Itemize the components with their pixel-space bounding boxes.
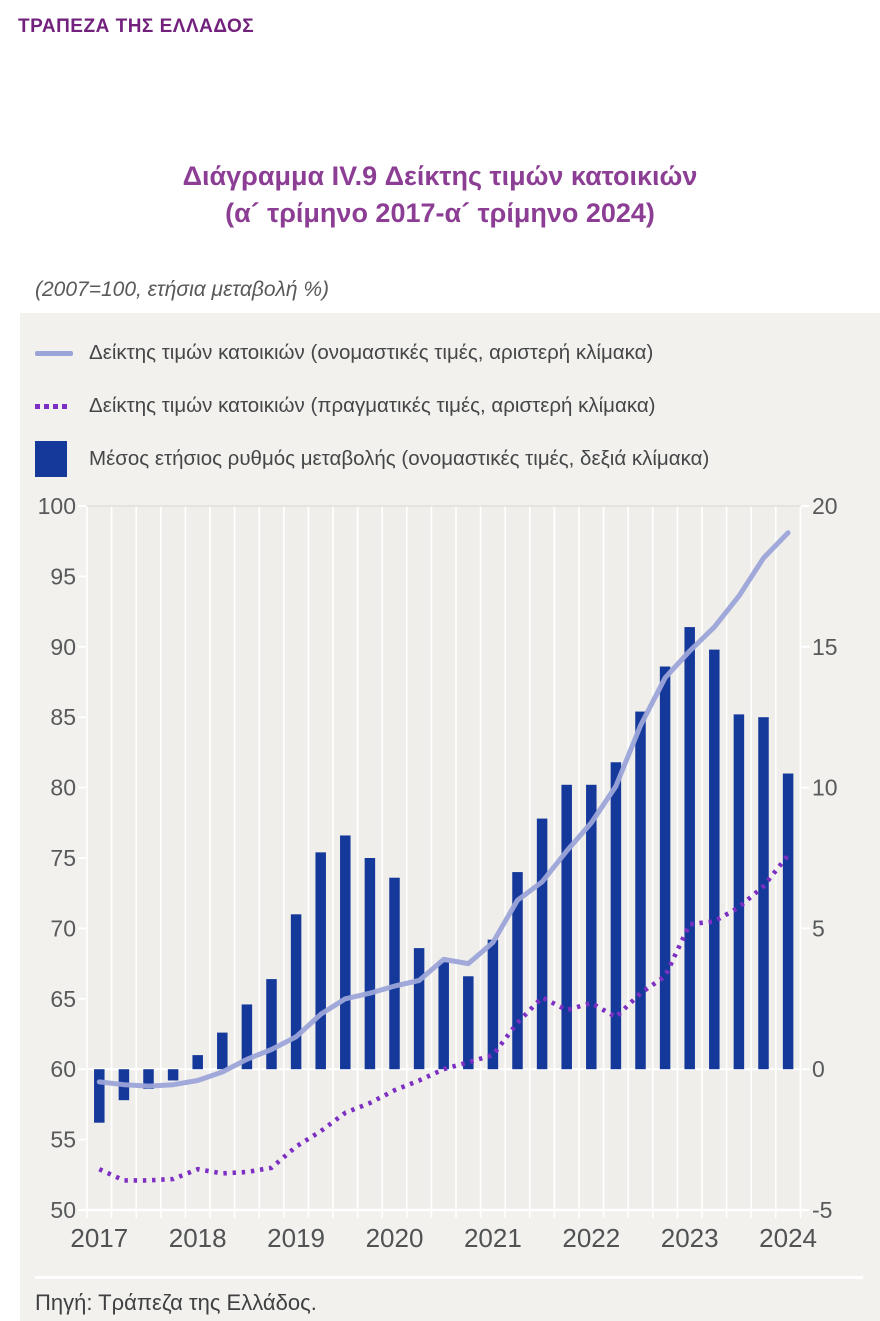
x-axis-year-label: 2022 (562, 1223, 621, 1253)
left-axis-tick-label: 50 (50, 1197, 76, 1223)
legend-label: Δείκτης τιμών κατοικιών (ονομαστικές τιμές, αριστερή κλίμακα) (89, 341, 654, 364)
legend-label: Δείκτης τιμών κατοικιών (πραγματικές τιμές, αριστερή κλίμακα) (89, 394, 656, 417)
chart-panel (20, 313, 880, 1321)
chart-title-line2: (α´ τρίμηνο 2017-α´ τρίμηνο 2024) (225, 198, 655, 228)
left-axis-tick-label: 75 (50, 845, 76, 871)
chart-title (0, 158, 880, 232)
right-axis-tick-label: 20 (812, 493, 838, 519)
left-axis-tick-label: 65 (50, 985, 76, 1012)
legend-item-avg-rate (35, 441, 709, 477)
nominal-line-swatch-icon (35, 351, 77, 356)
right-axis-tick-label: 15 (812, 633, 838, 660)
bar-swatch-icon (35, 441, 77, 477)
chart-legend (35, 335, 709, 494)
bank-of-greece-header: ΤΡΑΠΕΖΑ ΤΗΣ ΕΛΛΑΔΟΣ (18, 16, 255, 37)
left-axis-tick-label: 100 (37, 493, 76, 519)
right-axis-tick-label: -5 (812, 1197, 833, 1223)
legend-label: Μέσος ετήσιος ρυθμός μεταβολής (ονομαστικές τιμές, δεξιά κλίμακα) (89, 447, 710, 470)
chart-title-line1: Διάγραμμα IV.9 Δείκτης τιμών κατοικιών (182, 161, 698, 191)
x-axis-year-label: 2021 (463, 1223, 522, 1253)
right-axis-tick-label: 5 (812, 915, 825, 942)
left-axis-tick-label: 80 (50, 774, 76, 801)
left-axis-tick-label: 60 (50, 1056, 76, 1083)
source-note: Πηγή: Τράπεζα της Ελλάδος. (35, 1276, 863, 1316)
x-axis-year-label: 2020 (365, 1223, 424, 1253)
chart-subtitle: (2007=100, ετήσια μεταβολή %) (35, 278, 329, 301)
left-axis-tick-label: 85 (50, 704, 76, 731)
left-axis-tick-label: 55 (50, 1126, 76, 1153)
legend-item-nominal (35, 335, 709, 371)
x-axis-year-label: 2019 (267, 1223, 326, 1253)
real-line-swatch-icon (35, 404, 77, 409)
left-axis-tick-label: 90 (50, 633, 76, 660)
x-axis-year-label: 2024 (759, 1223, 818, 1253)
left-axis-tick-label: 70 (50, 915, 76, 942)
right-axis-tick-label: 10 (812, 774, 838, 801)
x-axis-year-label: 2017 (70, 1223, 129, 1253)
right-axis-tick-label: 0 (812, 1056, 825, 1083)
x-axis-year-label: 2018 (168, 1223, 227, 1253)
left-axis-tick-label: 95 (50, 563, 76, 590)
x-axis-year-label: 2023 (660, 1223, 719, 1253)
legend-item-real (35, 388, 709, 424)
